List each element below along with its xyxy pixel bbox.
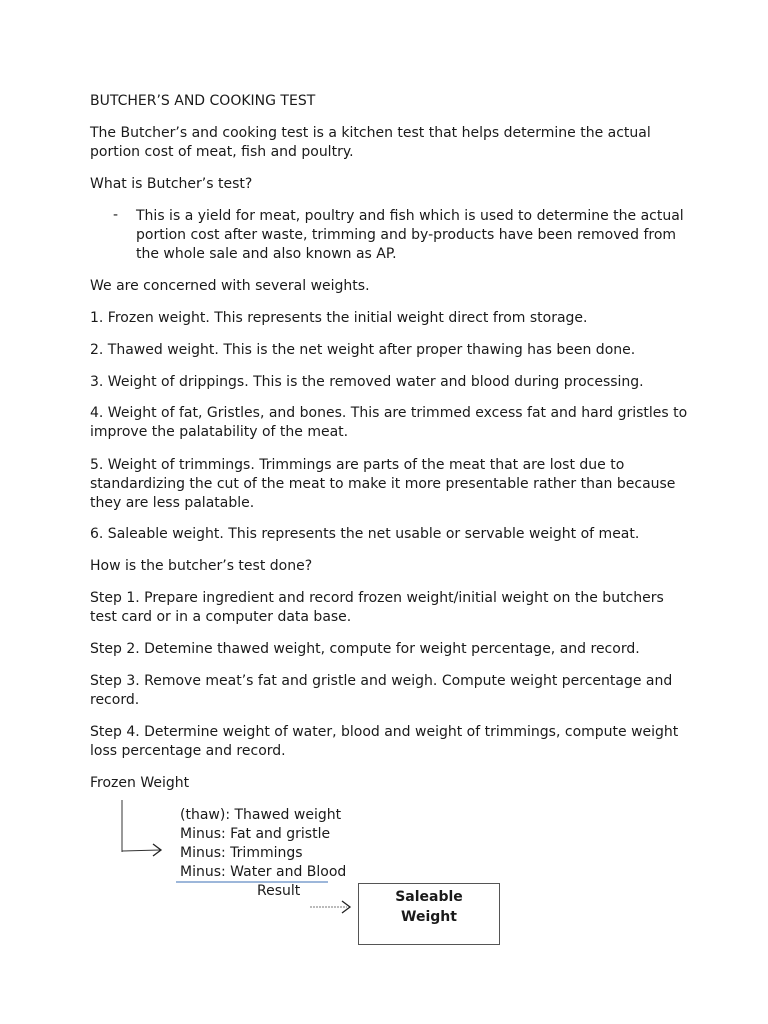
document-title: BUTCHER’S AND COOKING TEST: [90, 93, 316, 109]
diagram-start-label: Frozen Weight: [90, 775, 190, 791]
diagram-line-trimmings: Minus: Trimmings: [180, 845, 303, 861]
weight-item-5: 5. Weight of trimmings. Trimmings are parts of the meat that are lost due to standardizing the cut of the meat to make it more presentable rather than because they are less palatable.: [90, 457, 676, 511]
step-1: Step 1. Prepare ingredient and record frozen weight/initial weight on the butchers test card or in a computer data base.: [90, 590, 664, 625]
question-how-is-test-done: How is the butcher’s test done?: [90, 558, 313, 574]
weight-item-3: 3. Weight of drippings. This is the removed water and blood during processing.: [90, 374, 644, 390]
bullet-marker: -: [113, 207, 119, 223]
saleable-weight-box: [358, 883, 500, 945]
diagram-line-water: Minus: Water and Blood: [180, 864, 347, 880]
weight-item-6: 6. Saleable weight. This represents the net usable or servable weight of meat.: [90, 526, 640, 542]
diagram-line-fat: Minus: Fat and gristle: [180, 826, 331, 842]
question-what-is-butchers-test: What is Butcher’s test?: [90, 176, 253, 192]
weights-intro: We are concerned with several weights.: [90, 278, 370, 294]
step-3: Step 3. Remove meat’s fat and gristle and weigh. Compute weight percentage and record.: [90, 673, 673, 708]
weight-item-2: 2. Thawed weight. This is the net weight after proper thawing has been done.: [90, 342, 636, 358]
step-4: Step 4. Determine weight of water, blood and weight of trimmings, compute weight loss percentage and record.: [90, 724, 679, 759]
step-2: Step 2. Detemine thawed weight, compute for weight percentage, and record.: [90, 641, 640, 657]
diagram-line-thaw: (thaw): Thawed weight: [180, 807, 342, 823]
box-line-2: Weight: [401, 909, 457, 925]
intro-paragraph: The Butcher’s and cooking test is a kitchen test that helps determine the actual portion cost of meat, fish and poultry.: [90, 125, 651, 160]
bullet-definition: This is a yield for meat, poultry and fish which is used to determine the actual portion cost after waste, trimming and by-products have been removed from the whole sale and also known as AP.: [136, 208, 684, 262]
diagram-result-label: Result: [257, 883, 301, 899]
weight-item-1: 1. Frozen weight. This represents the initial weight direct from storage.: [90, 310, 588, 326]
weight-item-4: 4. Weight of fat, Gristles, and bones. This are trimmed excess fat and hard gristles to improve the palatability of the meat.: [90, 405, 688, 440]
box-line-1: Saleable: [395, 889, 463, 905]
